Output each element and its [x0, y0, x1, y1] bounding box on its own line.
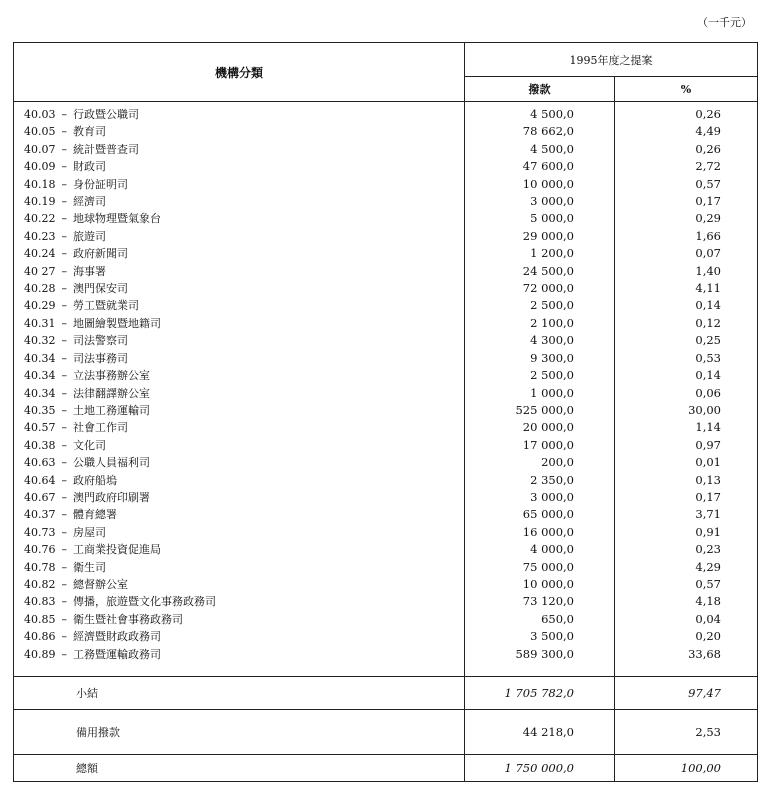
dash-separator: –	[61, 543, 67, 557]
budget-table	[13, 42, 758, 782]
amount-cell: 200,0	[465, 454, 615, 471]
percent-cell: 1,40	[615, 263, 758, 280]
agency-cell	[14, 472, 465, 489]
amount-cell: 589 300,0	[465, 646, 615, 663]
agency-name: 社會工作司	[73, 421, 128, 435]
dash-separator: –	[61, 577, 67, 591]
amount-cell: 20 000,0	[465, 419, 615, 436]
dash-separator: –	[61, 212, 67, 226]
dash-separator: –	[61, 195, 67, 209]
dash-separator: –	[61, 647, 67, 661]
percent-cell: 33,68	[615, 646, 758, 663]
amount-cell: 47 600,0	[465, 158, 615, 175]
agency-code: 40.34	[24, 369, 56, 383]
agency-cell	[14, 506, 465, 523]
amount-cell: 525 000,0	[465, 402, 615, 419]
reserve-amount: 44 218,0	[465, 710, 615, 755]
table-row	[14, 315, 758, 332]
percent-cell: 4,49	[615, 123, 758, 140]
agency-cell	[14, 141, 465, 158]
table-row	[14, 628, 758, 645]
agency-code: 40.22	[24, 212, 56, 226]
dash-separator: –	[61, 560, 67, 574]
amount-header: 撥款	[465, 77, 615, 102]
amount-cell: 10 000,0	[465, 576, 615, 593]
amount-cell: 3 500,0	[465, 628, 615, 645]
table-row	[14, 646, 758, 663]
agency-cell	[14, 611, 465, 628]
agency-code: 40.86	[24, 630, 56, 644]
agency-name: 工務暨運輸政務司	[73, 647, 161, 661]
dash-separator: –	[61, 247, 67, 261]
subtotal-amount: 1 705 782,0	[465, 677, 615, 710]
amount-cell: 4 500,0	[465, 102, 615, 124]
agency-cell	[14, 419, 465, 436]
percent-cell: 2,72	[615, 158, 758, 175]
table-row	[14, 263, 758, 280]
unit-label: （一千元）	[697, 16, 752, 29]
agency-name: 旅遊司	[73, 229, 106, 243]
dash-separator: –	[61, 282, 67, 296]
percent-cell: 0,29	[615, 210, 758, 227]
agency-cell	[14, 297, 465, 314]
dash-separator: –	[61, 490, 67, 504]
table-row	[14, 228, 758, 245]
amount-cell: 24 500,0	[465, 263, 615, 280]
dash-separator: –	[61, 334, 67, 348]
percent-header: %	[615, 77, 758, 102]
agency-name: 經濟司	[73, 195, 106, 209]
agency-cell	[14, 628, 465, 645]
percent-cell: 0,91	[615, 524, 758, 541]
table-row	[14, 576, 758, 593]
total-label: 總額	[14, 755, 465, 782]
subtotal-label: 小結	[14, 677, 465, 710]
amount-cell: 16 000,0	[465, 524, 615, 541]
dash-separator: –	[61, 473, 67, 487]
agency-code: 40.18	[24, 177, 56, 191]
table-row	[14, 158, 758, 175]
agency-cell	[14, 559, 465, 576]
percent-cell: 0,12	[615, 315, 758, 332]
dash-separator: –	[61, 438, 67, 452]
percent-cell: 0,20	[615, 628, 758, 645]
reserve-label: 備用撥款	[14, 710, 465, 755]
amount-cell: 4 500,0	[465, 141, 615, 158]
dash-separator: –	[61, 525, 67, 539]
agency-name: 財政司	[73, 160, 106, 174]
amount-cell: 650,0	[465, 611, 615, 628]
agency-code: 40.67	[24, 490, 56, 504]
agency-cell	[14, 541, 465, 558]
agency-name: 衛生司	[73, 560, 106, 574]
agency-name: 司法事務司	[73, 351, 128, 365]
agency-code: 40.07	[24, 142, 56, 156]
percent-cell: 0,14	[615, 367, 758, 384]
dash-separator: –	[61, 403, 67, 417]
table-row	[14, 506, 758, 523]
agency-code: 40.85	[24, 612, 56, 626]
agency-cell	[14, 158, 465, 175]
table-row	[14, 245, 758, 262]
amount-cell: 2 350,0	[465, 472, 615, 489]
dash-separator: –	[61, 299, 67, 313]
agency-name: 司法警察司	[73, 334, 128, 348]
agency-code: 40.64	[24, 473, 56, 487]
agency-code: 40.34	[24, 386, 56, 400]
percent-cell: 0,14	[615, 297, 758, 314]
dash-separator: –	[61, 421, 67, 435]
total-row	[14, 755, 758, 782]
agency-code: 40.89	[24, 647, 56, 661]
agency-name: 澳門保安司	[73, 282, 128, 296]
amount-cell: 3 000,0	[465, 193, 615, 210]
agency-name: 統計暨普查司	[73, 142, 139, 156]
agency-cell	[14, 454, 465, 471]
total-amount: 1 750 000,0	[465, 755, 615, 782]
agency-cell	[14, 263, 465, 280]
agency-name: 土地工務運輸司	[73, 403, 150, 417]
percent-cell: 0,53	[615, 350, 758, 367]
reserve-row	[14, 710, 758, 755]
agency-code: 40.63	[24, 456, 56, 470]
agency-name: 總督辦公室	[73, 577, 128, 591]
table-row	[14, 193, 758, 210]
percent-cell: 1,66	[615, 228, 758, 245]
amount-cell: 10 000,0	[465, 176, 615, 193]
agency-cell	[14, 437, 465, 454]
percent-cell: 0,06	[615, 385, 758, 402]
agency-name: 行政暨公職司	[73, 108, 139, 121]
amount-cell: 2 100,0	[465, 315, 615, 332]
agency-name: 公職人員福利司	[73, 456, 150, 470]
agency-code: 40.24	[24, 247, 56, 261]
agency-code: 40.03	[24, 108, 56, 121]
amount-cell: 5 000,0	[465, 210, 615, 227]
subtotal-percent: 97,47	[615, 677, 758, 710]
percent-cell: 0,23	[615, 541, 758, 558]
table-row	[14, 102, 758, 124]
agency-cell	[14, 646, 465, 663]
agency-cell	[14, 524, 465, 541]
percent-cell: 0,04	[615, 611, 758, 628]
agency-name: 澳門政府印刷署	[73, 490, 150, 504]
agency-name: 立法事務辦公室	[73, 369, 150, 383]
dash-separator: –	[61, 369, 67, 383]
agency-code: 40.76	[24, 543, 56, 557]
amount-cell: 72 000,0	[465, 280, 615, 297]
dash-separator: –	[61, 595, 67, 609]
agency-cell	[14, 193, 465, 210]
agency-name: 政府新聞司	[73, 247, 128, 261]
agency-name: 法律翻譯辦公室	[73, 386, 150, 400]
agency-cell	[14, 367, 465, 384]
amount-cell: 1 200,0	[465, 245, 615, 262]
table-row	[14, 123, 758, 140]
agency-code: 40.09	[24, 160, 56, 174]
percent-cell: 0,07	[615, 245, 758, 262]
dash-separator: –	[61, 316, 67, 330]
agency-code: 40.57	[24, 421, 56, 435]
dash-separator: –	[61, 125, 67, 139]
agency-cell	[14, 489, 465, 506]
agency-cell	[14, 228, 465, 245]
amount-cell: 73 120,0	[465, 593, 615, 610]
table-row	[14, 176, 758, 193]
amount-cell: 2 500,0	[465, 367, 615, 384]
amount-cell: 78 662,0	[465, 123, 615, 140]
agency-code: 40.38	[24, 438, 56, 452]
agency-code: 40.34	[24, 351, 56, 365]
percent-cell: 0,57	[615, 576, 758, 593]
percent-cell: 0,97	[615, 437, 758, 454]
dash-separator: –	[61, 160, 67, 174]
agency-code: 40.78	[24, 560, 56, 574]
agency-name: 體育總署	[73, 508, 117, 522]
agency-name: 傳播，旅遊暨文化事務政務司	[73, 595, 216, 609]
agency-code: 40.19	[24, 195, 56, 209]
agency-cell	[14, 176, 465, 193]
agency-name: 衛生暨社會事務政務司	[73, 612, 183, 626]
dash-separator: –	[61, 177, 67, 191]
dash-separator: –	[61, 630, 67, 644]
table-row	[14, 489, 758, 506]
table-row	[14, 611, 758, 628]
percent-cell: 4,29	[615, 559, 758, 576]
agency-code: 40.28	[24, 282, 56, 296]
table-row	[14, 297, 758, 314]
dash-separator: –	[61, 508, 67, 522]
agency-code: 40.23	[24, 229, 56, 243]
agency-cell	[14, 593, 465, 610]
agency-name: 經濟暨財政政務司	[73, 630, 161, 644]
amount-cell: 17 000,0	[465, 437, 615, 454]
percent-cell: 0,26	[615, 102, 758, 124]
table-row	[14, 402, 758, 419]
dash-separator: –	[61, 264, 67, 278]
agency-name: 地圖繪製暨地籍司	[73, 316, 161, 330]
amount-cell: 4 000,0	[465, 541, 615, 558]
agency-code: 40.05	[24, 125, 56, 139]
percent-cell: 0,26	[615, 141, 758, 158]
agency-cell	[14, 332, 465, 349]
percent-cell: 0,25	[615, 332, 758, 349]
percent-cell: 0,57	[615, 176, 758, 193]
table-row	[14, 593, 758, 610]
amount-cell: 75 000,0	[465, 559, 615, 576]
reserve-percent: 2,53	[615, 710, 758, 755]
percent-cell: 3,71	[615, 506, 758, 523]
percent-cell: 0,17	[615, 193, 758, 210]
table-body	[14, 102, 758, 664]
agency-code: 40.37	[24, 508, 56, 522]
total-percent: 100,00	[615, 755, 758, 782]
amount-cell: 3 000,0	[465, 489, 615, 506]
dash-separator: –	[61, 108, 67, 121]
agency-code: 40.35	[24, 403, 56, 417]
dash-separator: –	[61, 386, 67, 400]
amount-cell: 65 000,0	[465, 506, 615, 523]
agency-cell	[14, 280, 465, 297]
percent-cell: 4,11	[615, 280, 758, 297]
table-row	[14, 350, 758, 367]
table-row	[14, 367, 758, 384]
table-row	[14, 419, 758, 436]
agency-cell	[14, 402, 465, 419]
percent-cell: 0,01	[615, 454, 758, 471]
agency-name: 地球物理暨氣象台	[73, 212, 161, 226]
amount-cell: 1 000,0	[465, 385, 615, 402]
agency-cell	[14, 102, 465, 124]
table-row	[14, 472, 758, 489]
table-row	[14, 332, 758, 349]
table-row	[14, 559, 758, 576]
agency-code: 40 27	[24, 264, 56, 278]
agency-name: 勞工暨就業司	[73, 299, 139, 313]
table-row	[14, 437, 758, 454]
agency-name: 政府船塢	[73, 473, 117, 487]
table-row	[14, 280, 758, 297]
subtotal-row	[14, 677, 758, 710]
agency-cell	[14, 123, 465, 140]
amount-cell: 2 500,0	[465, 297, 615, 314]
amount-cell: 29 000,0	[465, 228, 615, 245]
amount-cell: 4 300,0	[465, 332, 615, 349]
agency-cell	[14, 315, 465, 332]
agency-name: 身份証明司	[73, 177, 128, 191]
agency-name: 工商業投資促進局	[73, 543, 161, 557]
agency-name: 教育司	[73, 125, 106, 139]
agency-name: 海事署	[73, 264, 106, 278]
agency-name: 文化司	[73, 438, 106, 452]
table-row	[14, 210, 758, 227]
agency-code: 40.82	[24, 577, 56, 591]
dash-separator: –	[61, 142, 67, 156]
table-row	[14, 454, 758, 471]
agency-code: 40.31	[24, 316, 56, 330]
percent-cell: 0,17	[615, 489, 758, 506]
percent-cell: 0,13	[615, 472, 758, 489]
agency-name: 房屋司	[73, 525, 106, 539]
agency-code: 40.83	[24, 595, 56, 609]
agency-cell	[14, 385, 465, 402]
percent-cell: 30,00	[615, 402, 758, 419]
percent-cell: 4,18	[615, 593, 758, 610]
table-row	[14, 541, 758, 558]
agency-cell	[14, 350, 465, 367]
dash-separator: –	[61, 456, 67, 470]
agency-cell	[14, 245, 465, 262]
dash-separator: –	[61, 229, 67, 243]
dash-separator: –	[61, 351, 67, 365]
agency-cell	[14, 576, 465, 593]
year-header: 1995年度之提案	[465, 43, 758, 77]
amount-cell: 9 300,0	[465, 350, 615, 367]
percent-cell: 1,14	[615, 419, 758, 436]
dash-separator: –	[61, 612, 67, 626]
agency-code: 40.32	[24, 334, 56, 348]
table-row	[14, 524, 758, 541]
agency-code: 40.73	[24, 525, 56, 539]
agency-code: 40.29	[24, 299, 56, 313]
agency-header: 機構分類	[14, 43, 465, 102]
agency-cell	[14, 210, 465, 227]
table-row	[14, 385, 758, 402]
table-row	[14, 141, 758, 158]
